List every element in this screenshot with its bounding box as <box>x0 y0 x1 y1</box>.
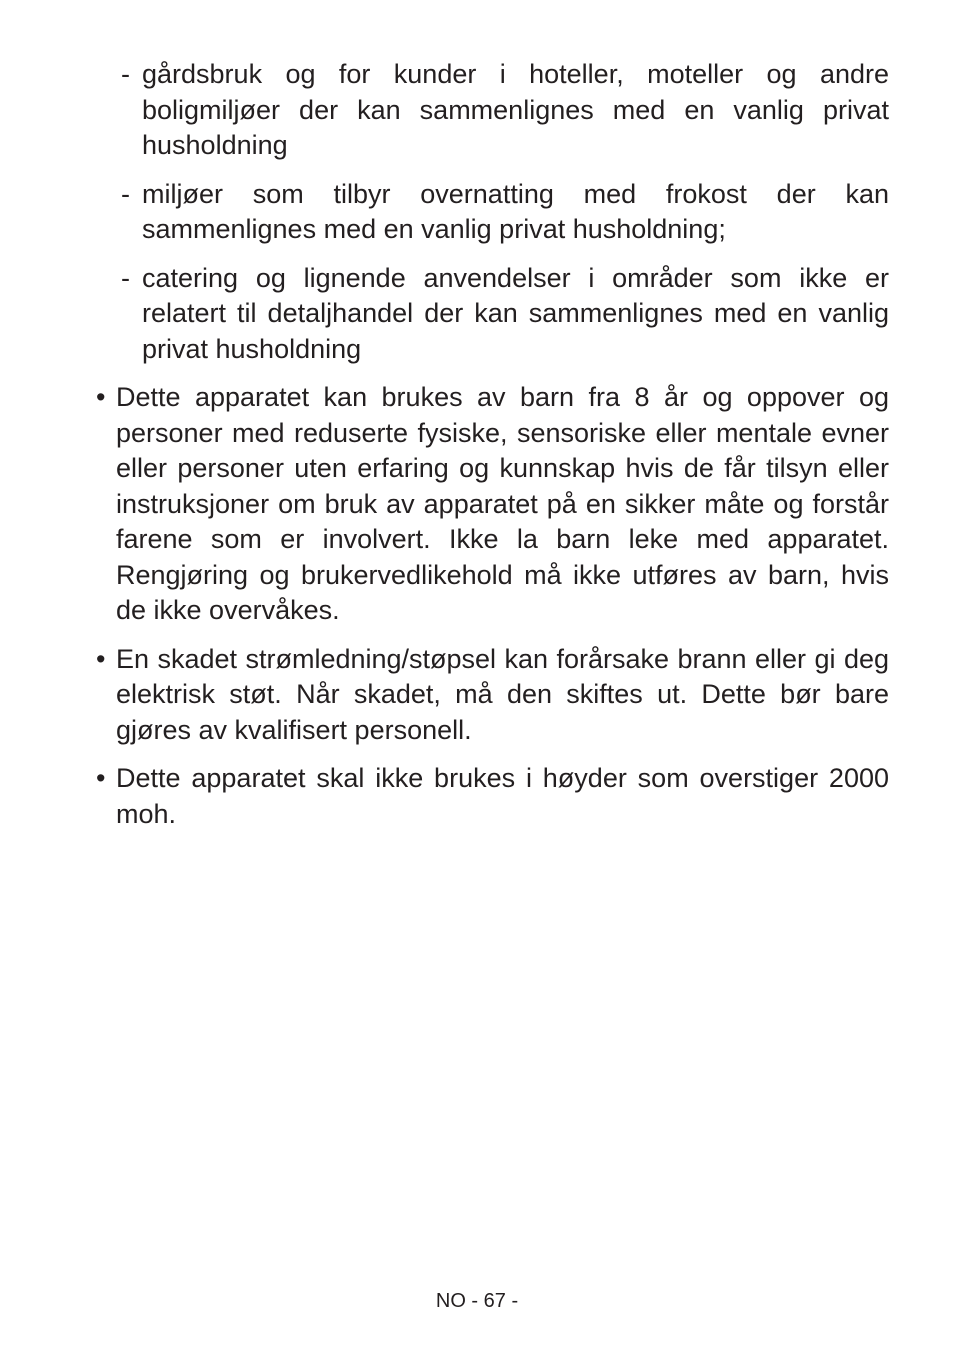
dash-marker: - <box>121 262 130 293</box>
bullet-item-text: Dette apparatet skal ikke brukes i høyder som overstiger 2000 moh. <box>116 763 889 829</box>
sub-list-item-text: gårdsbruk og for kunder i hoteller, moteller og andre boligmiljøer der kan sammenlignes med en vanlig privat husholdning <box>142 59 889 160</box>
bullet-marker: • <box>96 643 106 674</box>
bullet-marker: • <box>96 763 106 793</box>
document-body <box>0 57 954 845</box>
sub-list-item-bed-breakfast <box>121 177 889 248</box>
dash-marker: - <box>121 178 130 209</box>
sub-list-item-text: catering og lignende anvendelser i områder som ikke er relatert til detaljhandel der kan sammenlignes med en vanlig privat husholdning <box>142 262 889 364</box>
bullet-item-text: En skadet strømledning/støpsel kan forårsake brann eller gi deg elektrisk støt. Når skadet, må den skiftes ut. Dette bør bare gjøres av kvalifisert personell. <box>116 643 889 745</box>
bullet-item-altitude <box>96 761 889 832</box>
dash-marker: - <box>121 59 130 89</box>
page-number: NO - 67 - <box>435 1290 519 1312</box>
sub-list-item-farm <box>121 57 889 164</box>
sub-list-item-catering <box>121 261 889 368</box>
bullet-marker: • <box>96 382 106 412</box>
bullet-item-text: Dette apparatet kan brukes av barn fra 8 år og oppover og personer med reduserte fysiske, sensoriske eller mentale evner eller personer uten erfaring og kunnskap hvis de får tilsyn eller instruksjoner om bruk av apparatet på en sikker måte og forstår farene som er involvert. Ikke la barn leke med apparatet. Rengjøring og brukervedlikehold må ikke utføres av barn, hvis de ikke overvåkes. <box>116 382 889 625</box>
sub-list-item-text: miljøer som tilbyr overnatting med frokost der kan sammenlignes med en vanlig privat husholdning; <box>142 178 889 244</box>
bullet-item-damaged-cord <box>96 642 889 749</box>
bullet-item-children-usage <box>96 380 889 629</box>
